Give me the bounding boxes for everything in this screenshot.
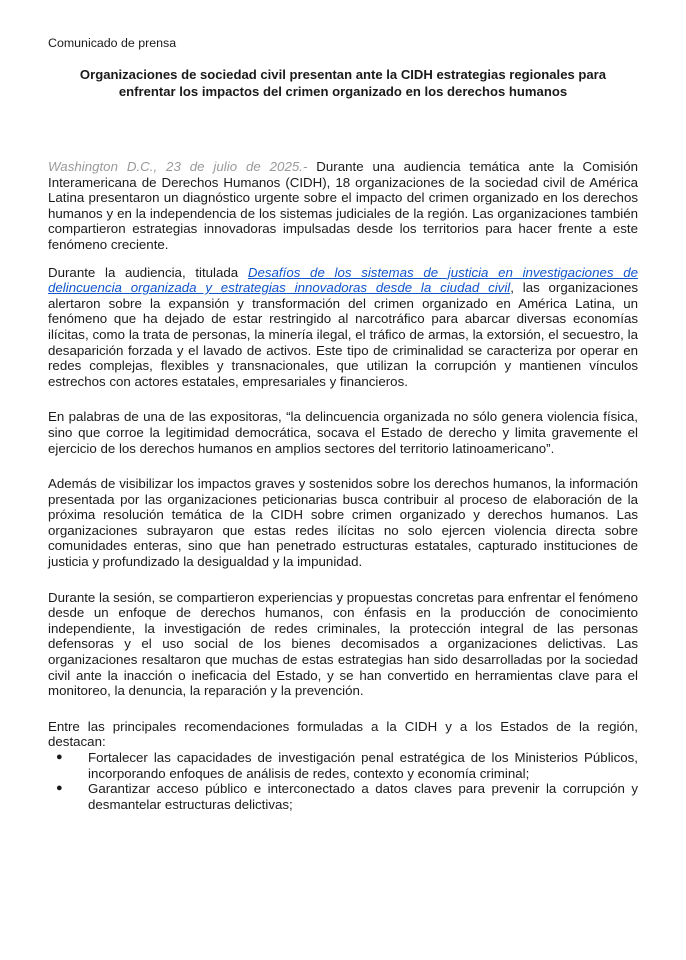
paragraph-intro-text: Durante una audiencia temática ante la Comisión Interamericana de Derechos Humanos (CIDH), 18 organizaciones de la sociedad civil de América Latina presentaron un diagnóstico urgente sobre el impacto del crimen organizado en los derechos humanos y en la independencia de los sistemas judiciales de la región. Las organizaciones también compartieron estrategias innovadoras impulsadas desde los territorios para hacer frente a este fenómeno creciente. <box>48 159 638 252</box>
paragraph-hearing-text: , las organizaciones alertaron sobre la expansión y transformación del crimen organizado en América Latina, un fenómeno que ha dejado de estar restringido al narcotráfico para abarcar diversas economías ilícitas, como la trata de personas, la minería ilegal, el tráfico de armas, la extorsión, el secuestro, la desaparición forzada y el lavado de activos. Este tipo de criminalidad se caracteriza por operar en redes complejas, flexibles y transnacionales, que utilizan la corrupción y mantienen vínculos estrechos con actores estatales, empresariales y financieros. <box>48 280 638 389</box>
list-item <box>56 781 638 812</box>
title-line-2: enfrentar los impactos del crimen organizado en los derechos humanos <box>118 83 568 99</box>
document-title <box>48 67 638 100</box>
paragraph-impacts: Además de visibilizar los impactos graves y sostenidos sobre los derechos humanos, la información presentada por las organizaciones peticionarias busca contribuir al proceso de elaboración de la próxima resolución temática de la CIDH sobre crimen organizado y derechos humanos. Las organizaciones subrayaron que estas redes ilícitas no solo ejercen violencia directa sobre comunidades enteras, sino que han penetrado estructuras estatales, capturado instituciones de justicia y profundizado la desigualdad y la impunidad. <box>48 476 638 570</box>
paragraph-hearing <box>48 265 638 390</box>
bullet-icon: ● <box>56 782 63 795</box>
paragraph-hearing-intro: Durante la audiencia, titulada <box>48 264 239 280</box>
paragraph-intro <box>48 159 638 253</box>
recommendations-list <box>48 750 638 812</box>
document-body <box>48 159 638 812</box>
list-item-text: Fortalecer las capacidades de investigación penal estratégica de los Ministerios Públicos, incorporando enfoques de análisis de redes, contexto y economía criminal; <box>88 750 638 781</box>
bullet-icon: ● <box>56 751 63 763</box>
list-item <box>56 750 638 781</box>
paragraph-quote: En palabras de una de las expositoras, “la delincuencia organizada no sólo genera violencia física, sino que corroe la legitimidad democrática, socava el Estado de derecho y limita gravemente el ejercicio de los derechos humanos en amplios sectores del territorio latinoamericano”. <box>48 409 638 456</box>
hearing-title-link[interactable]: Desafíos de los sistemas de justicia en investigaciones de delincuencia organizada y estrategias innovadoras desde la ciudad civil <box>48 264 638 296</box>
title-line-1: Organizaciones de sociedad civil presentan ante la CIDH estrategias regionales para <box>79 67 607 82</box>
list-item-text: Garantizar acceso público e interconectado a datos claves para prevenir la corrupción y desmantelar estructuras delictivas; <box>88 781 638 812</box>
paragraph-session: Durante la sesión, se compartieron experiencias y propuestas concretas para enfrentar el fenómeno desde un enfoque de derechos humanos, con énfasis en la producción de conocimiento independiente, la investigación de redes criminales, la protección integral de las personas defensoras y el uso social de los bienes decomisados a organizaciones delictivas. Las organizaciones resaltaron que muchas de estas estrategias han sido desarrolladas por la sociedad civil ante la inacción o ineficacia del Estado, y se han convertido en herramientas clave para el monitoreo, la denuncia, la reparación y la prevención. <box>48 589 638 699</box>
dateline: Washington D.C., 23 de julio de 2025.- <box>48 159 308 174</box>
document-label: Comunicado de prensa <box>48 36 177 50</box>
paragraph-recommendations-intro: Entre las principales recomendaciones formuladas a la CIDH y a los Estados de la región, destacan: <box>48 718 638 750</box>
